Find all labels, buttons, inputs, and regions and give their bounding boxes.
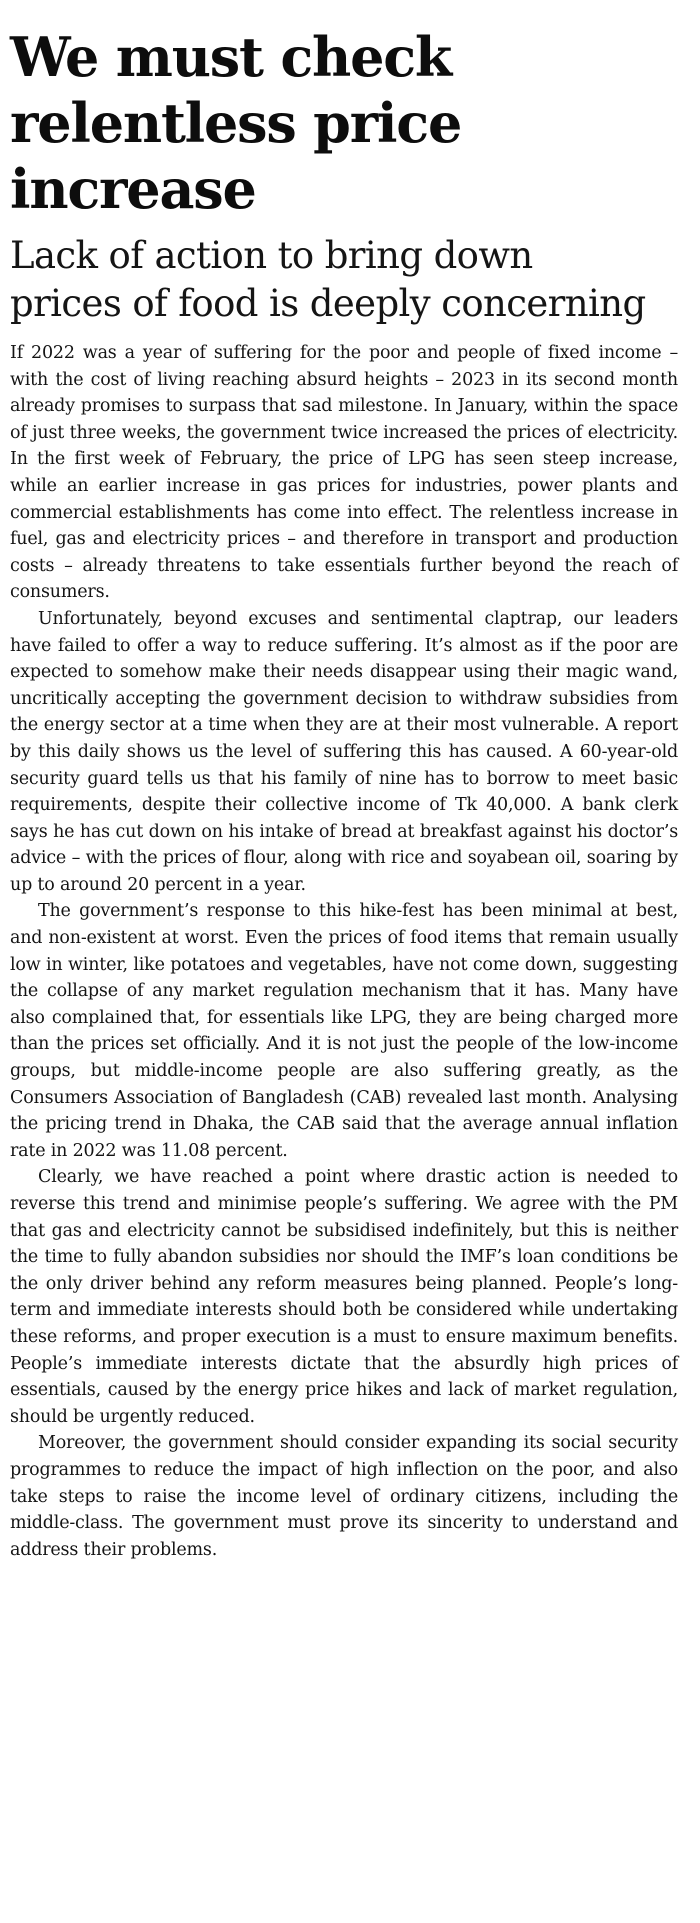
body-paragraph-4: Clearly, we have reached a point where drastic action is needed to reverse this trend and minimise people’s suffering. We agree with the PM that gas and electricity cannot be subsidised indefinitely, but this is neither the time to fully abandon subsidies nor should the IMF’s loan conditions be the only driver behind any reform measures being planned. People’s long-term and immediate interests should both be considered while undertaking these reforms, and proper execution is a must to ensure maximum benefits. People’s immediate interests dictate that the absurdly high prices of essentials, caused by the energy price hikes and lack of market regulation, should be urgently reduced. [10, 1167, 678, 1427]
headline [10, 0, 690, 222]
body-paragraph-2: Unfortunately, beyond excuses and sentimental claptrap, our leaders have failed to offer a way to reduce suffering. It’s almost as if the poor are expected to somehow make their needs disappear using their magic wand, uncritically accepting the government decision to withdraw subsidies from the energy sector at a time when they are at their most vulnerable. A report by this daily shows us the level of suffering this has caused. A 60-year-old security guard tells us that his family of nine has to borrow to meet basic requirements, despite their collective income of Tk 40,000. A bank clerk says he has cut down on his intake of bread at breakfast against his doctor’s advice – with the prices of flour, along with rice and soyabean oil, soaring by up to around 20 percent in a year. [10, 608, 678, 895]
headline-line: increase [10, 157, 256, 221]
editorial-article [10, 0, 690, 1563]
subheadline [10, 232, 690, 328]
body-paragraph-3: The government’s response to this hike-fest has been minimal at best, and non-existent at worst. Even the prices of food items that remain usually low in winter, like potatoes and vegetables, have not come down, suggesting the collapse of any market regulation mechanism that it has. Many have also complained that, for essentials like LPG, they are being charged more than the prices set officially. And it is not just the people of the low-income groups, but middle-income people are also suffering greatly, as the Consumers Association of Bangladesh (CAB) revealed last month. Analysing the pricing trend in Dhaka, the CAB said that the average annual inflation rate in 2022 was 11.08 percent. [10, 901, 678, 1161]
body-paragraph-1: If 2022 was a year of suffering for the poor and people of fixed income – with the cost of living reaching absurd heights – 2023 in its second month already promises to surpass that sad milestone. In January, within the space of just three weeks, the government twice increased the prices of electricity. In the first week of February, the price of LPG has seen steep increase, while an earlier increase in gas prices for industries, power plants and commercial establishments has come into effect. The relentless increase in fuel, gas and electricity prices – and therefore in transport and production costs – already threatens to take essentials further beyond the reach of consumers. [10, 343, 678, 603]
article-body [10, 340, 678, 1563]
headline-line: We must check [10, 25, 452, 89]
subheadline-line: prices of food is deeply concerning [10, 282, 646, 325]
subheadline-line: Lack of action to bring down [10, 234, 533, 277]
body-paragraph-5: Moreover, the government should consider expanding its social security programmes to reduce the impact of high inflection on the poor, and also take steps to raise the income level of ordinary citizens, including the middle-class. The government must prove its sincerity to understand and address their problems. [10, 1433, 678, 1560]
headline-line: relentless price [10, 91, 462, 155]
